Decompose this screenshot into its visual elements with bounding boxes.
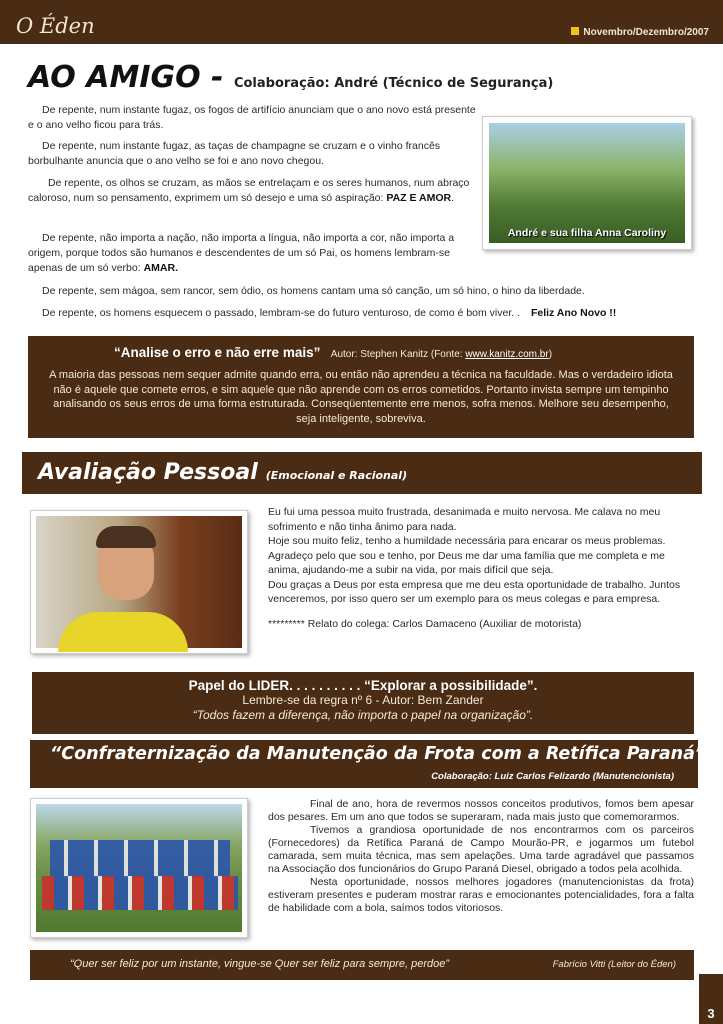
page-number: 3 bbox=[699, 974, 723, 1024]
quote-title: “Analise o erro e não erre mais” bbox=[114, 345, 321, 360]
photo-hair-shape bbox=[96, 526, 156, 548]
magazine-logo: O Éden bbox=[16, 14, 95, 38]
paragraph-6-text: De repente, os homens esquecem o passado, lembram-se do futuro venturoso, de como é bom viver. . bbox=[42, 307, 521, 319]
section-subtitle-avaliacao: (Emocional e Racional) bbox=[265, 469, 408, 482]
issue-date-text: Novembro/Dezembro/2007 bbox=[583, 27, 709, 38]
photo-caption: André e sua filha Anna Caroliny bbox=[507, 227, 667, 239]
relato-text bbox=[268, 505, 694, 631]
paragraph-3-bold: PAZ E AMOR bbox=[386, 192, 452, 204]
quote-header bbox=[114, 344, 552, 362]
section-title-avaliacao bbox=[38, 460, 407, 485]
confra-paragraph-3: Nesta oportunidade, nossos melhores jogadores (manutencionistas da frota) estiveram presentes e puderam mostrar raras e emocionantes potencialidades, fora a falta de habilidade com a bola, saímos todos vitoriosos. bbox=[268, 876, 694, 914]
bottom-quote-author: Fabrício Vitti (Leitor do Éden) bbox=[552, 959, 676, 970]
paragraph-2: De repente, num instante fugaz, as taças de champagne se cruzam e o vinho francês borbulhante anuncia que o ano velho se foi e ano novo chegou. bbox=[28, 140, 441, 167]
article-title-main: AO AMIGO - bbox=[28, 60, 224, 95]
paragraph-4-text: De repente, não importa a nação, não importa a língua, não importa a cor, não importa a origem, porque todos são humanos e descendentes de um só Pai, os homens lembram-se apenas de um só verbo: bbox=[28, 232, 455, 274]
section-title-avaliacao-text: Avaliação Pessoal bbox=[38, 460, 258, 485]
photo-shirt-shape bbox=[58, 612, 188, 652]
quote-body: A maioria das pessoas nem sequer admite quando erra, ou então não aprendeu a técnica na faculdade. Mas o verdadeiro idiota não é aquele que comete erros, e sim aquele que não aprende com os erros cometidos. Portanto invista sempre um tempinho analisando os seus erros de uma forma estruturada. Conseqüentemente erre menos, sofra menos. Melhore seu desempenho, seja inteligente, sobreviva. bbox=[49, 369, 673, 425]
paragraph-3: De repente, os olhos se cruzam, as mãos se entrelaçam e os seres humanos, num abraço caloroso, num so pensamento, exprimem um só desejo e uma só aspiração: PAZ E AMOR. bbox=[28, 177, 470, 204]
photo-carlos bbox=[30, 510, 248, 654]
photo-andre-image bbox=[489, 123, 685, 243]
quote-author-text: Autor: Stephen Kanitz (Fonte: bbox=[330, 349, 463, 360]
photo-carlos-image bbox=[36, 516, 242, 648]
photo-team-image bbox=[36, 804, 242, 932]
issue-date bbox=[571, 27, 709, 38]
paragraph-1: De repente, num instante fugaz, os fogos de artifício anunciam que o ano novo está presente e o ano velho ficou para trás. bbox=[28, 104, 476, 131]
section-title-confraternizacao: “Confraternização da Manutenção da Frota com a Retífica Paraná” bbox=[50, 744, 707, 764]
section-band-confraternizacao bbox=[30, 740, 707, 788]
relato-line-3: Dou graças a Deus por esta empresa que me deu esta oportunidade de trabalho. Juntos venceremos, por isso quero ser um exemplo para os meus colegas e para empresa. bbox=[268, 578, 681, 605]
relato-line-2: Hoje sou muito feliz, tenho a humildade necessária para encarar os meus problemas. Agradeço pelo que sou e tenho, por Deus me dar uma família que me completa e me anima, ajudando-me a subir na vida, por mais difícil que seja. bbox=[268, 535, 666, 576]
lider-box bbox=[32, 672, 694, 734]
article-byline: Colaboração: André (Técnico de Segurança) bbox=[233, 76, 554, 91]
photo-team bbox=[30, 798, 248, 938]
paragraph-4-bold: AMAR. bbox=[143, 262, 178, 274]
top-banner bbox=[0, 0, 723, 44]
relato-signature: ********* Relato do colega: Carlos Damaceno (Auxiliar de motorista) bbox=[268, 617, 582, 630]
photo-andre-daughter bbox=[482, 116, 692, 250]
quote-box-analise bbox=[28, 336, 694, 438]
team-back-row-shape bbox=[50, 840, 230, 878]
paragraph-3-text: De repente, os olhos se cruzam, as mãos se entrelaçam e os seres humanos, num abraço caloroso, num so pensamento, exprimem um só desejo e uma só aspiração: bbox=[28, 177, 470, 204]
article-title bbox=[28, 60, 553, 95]
paragraph-4 bbox=[28, 231, 482, 276]
bottom-quote-box bbox=[30, 950, 694, 980]
lider-line-3: “Todos fazem a diferença, não importa o papel na organização”. bbox=[192, 708, 534, 722]
paragraph-6-bold: Feliz Ano Novo !! bbox=[530, 307, 617, 319]
confra-paragraph-2: Tivemos a grandiosa oportunidade de nos encontrarmos com os parceiros (Fornecedores) da Retífica Paraná de Campo Mourão-PR, e jogarmos um futebol camarada, sem muita técnica, mas sem apelações. Uma tarde agradável que passamos na Associação dos funcionários do Grupo Paraná Diesel, obrigado a todos pela acolhida. bbox=[268, 824, 694, 875]
yellow-square-icon bbox=[571, 27, 579, 35]
lider-line-1: Papel do LIDER. . . . . . . . . . “Explorar a possibilidade”. bbox=[188, 678, 538, 693]
relato-line-1: Eu fui uma pessoa muito frustrada, desanimada e muito nervosa. Me calava no meu sofrimento e não tinha ânimo para nada. bbox=[268, 506, 661, 533]
quote-source-link[interactable]: www.kanitz.com.br bbox=[465, 349, 549, 360]
paragraph-6 bbox=[42, 306, 698, 321]
confra-paragraph-1: Final de ano, hora de revermos nossos conceitos produtivos, fomos bem apesar dos pesares. Em um ano que todos se superaram, nada mais justo que comemorarmos. bbox=[268, 798, 694, 823]
section-subtitle-confraternizacao: Colaboração: Luiz Carlos Felizardo (Manutencionista) bbox=[431, 771, 674, 782]
bottom-quote: “Quer ser feliz por um instante, vingue-se Quer ser feliz para sempre, perdoe” bbox=[70, 958, 450, 970]
lider-line-2: Lembre-se da regra nº 6 - Autor: Bem Zander bbox=[242, 693, 484, 707]
paragraph-5: De repente, sem mágoa, sem rancor, sem ódio, os homens cantam uma só canção, um só hino, o hino da liberdade. bbox=[42, 285, 585, 297]
section-band-avaliacao bbox=[22, 452, 702, 494]
quote-author: Autor: Stephen Kanitz (Fonte: www.kanitz.com.br) bbox=[330, 349, 553, 360]
confraternizacao-text bbox=[268, 798, 694, 915]
team-front-row-shape bbox=[42, 876, 238, 910]
